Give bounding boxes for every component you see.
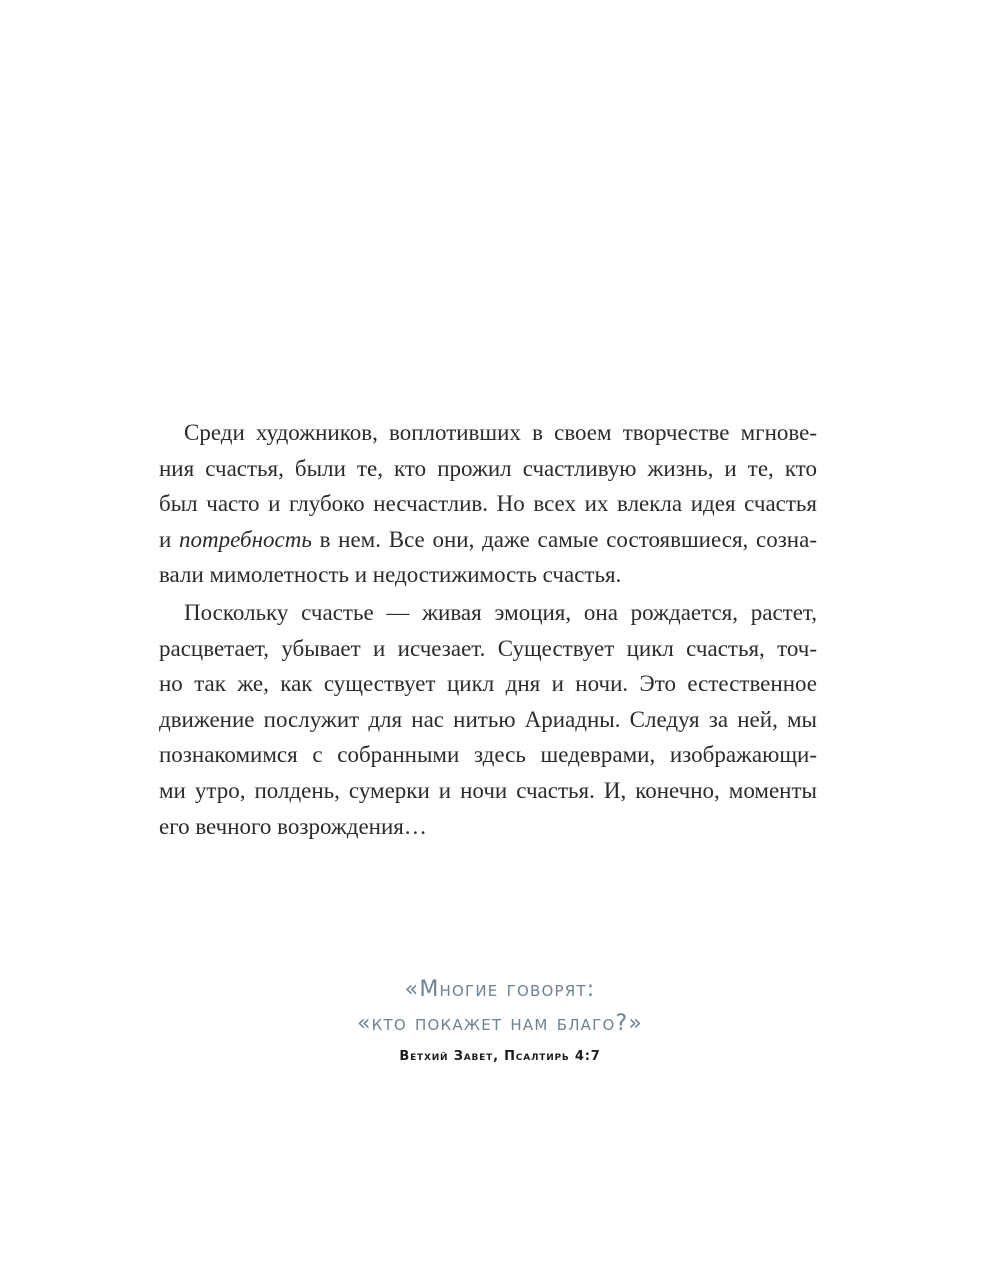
paragraph-1-line-4-end: в нем. Все они, даже самые состоявшиеся, созна-	[311, 526, 817, 552]
paragraph-2-line-3: но так же, как существует цикл дня и ночи. Это естественное	[159, 671, 817, 697]
paragraph-1-line-3: был часто и глубоко несчастлив. Но всех их влекла идея счастья	[159, 491, 817, 517]
paragraph-2-line-6: ми утро, полдень, сумерки и ночи счастья. И, конечно, моменты	[159, 777, 817, 803]
paragraph-1-line-4	[159, 522, 817, 558]
main-text	[159, 415, 817, 844]
paragraph-2-line-7: его вечного возрождения…	[159, 813, 427, 839]
paragraph-1-line-1: Среди художников, воплотивших в своем творчестве мгнове-	[184, 420, 817, 445]
paragraph-1-line-4-start: и	[159, 526, 180, 552]
epigraph-source: Ветхий Завет, Псалтирь 4:7	[399, 1049, 601, 1064]
paragraph-2-line-2: расцветает, убывает и исчезает. Существует цикл счастья, точ-	[159, 635, 817, 661]
paragraph-1-line-2: ния счастья, были те, кто прожил счастливую жизнь, и те, кто	[159, 455, 817, 481]
epigraph-quote-line-2: «кто покажет нам благо?»	[356, 1011, 644, 1036]
paragraph-2-line-5: познакомимся с собранными здесь шедеврами, изображающи-	[159, 742, 817, 768]
epigraph-quote-line-1: «Многие говорят:	[404, 977, 596, 1002]
emphasis-word: потребность	[179, 526, 312, 552]
paragraph-2-line-4: движение послужит для нас нитью Ариадны. Следуя за ней, мы	[159, 706, 817, 732]
paragraph-1-line-5: вали мимолетность и недостижимость счастья.	[159, 562, 622, 588]
paragraph-2-line-1: Поскольку счастье — живая эмоция, она рождается, растет,	[184, 599, 817, 625]
